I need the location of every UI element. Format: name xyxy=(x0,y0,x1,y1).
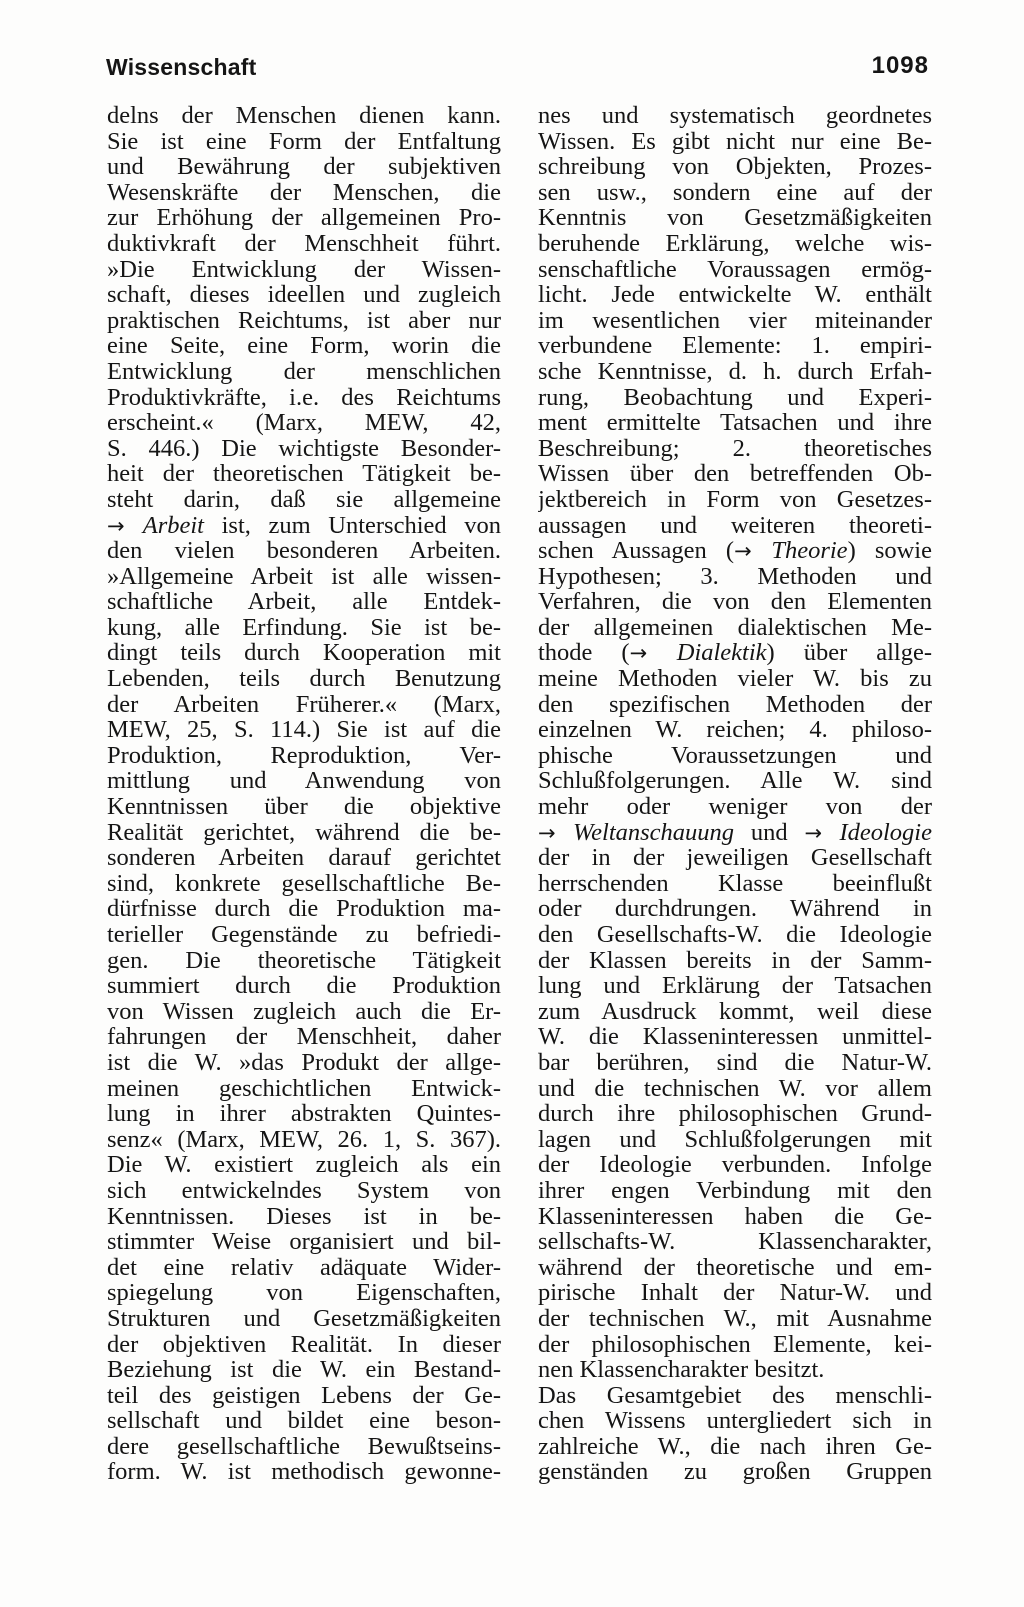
right-text-column xyxy=(538,103,932,1485)
text-segment: lung und Erklärung der Tatsachen xyxy=(538,973,932,999)
text-line xyxy=(107,1434,501,1460)
text-segment: lagen und Schlußfolgerungen mit xyxy=(538,1126,932,1153)
text-segment: licht. Jede entwickelte W. enthält xyxy=(538,282,932,308)
text-line xyxy=(107,1101,501,1127)
text-segment: dürfnisse durch die Produktion ma- xyxy=(107,896,501,922)
text-segment: im wesentlichen vier miteinander xyxy=(538,307,932,334)
text-line xyxy=(107,871,501,897)
text-line xyxy=(538,103,932,129)
text-line xyxy=(107,1280,501,1306)
text-line xyxy=(107,1229,501,1255)
cross-reference: Theorie xyxy=(771,538,848,564)
text-segment: teil des geistigen Lebens der Ge- xyxy=(107,1382,501,1409)
text-segment: schen Aussagen ( xyxy=(538,538,735,564)
text-line xyxy=(538,333,932,359)
text-line xyxy=(107,538,501,564)
text-segment: ) über allge- xyxy=(766,640,932,667)
text-segment: zur Erhöhung der allgemeinen Pro- xyxy=(107,205,501,231)
text-line xyxy=(538,385,932,411)
text-line xyxy=(538,717,932,743)
text-segment: genständen zu großen Gruppen xyxy=(538,1459,932,1486)
arrow-icon: → xyxy=(734,539,772,564)
text-line xyxy=(107,1076,501,1102)
text-segment: Verfahren, die von den Elementen xyxy=(538,589,932,615)
text-line xyxy=(538,1383,932,1409)
text-segment: Das Gesamtgebiet des menschli- xyxy=(538,1382,932,1409)
text-line xyxy=(107,743,501,769)
text-segment: spiegelung von Eigenschaften, xyxy=(107,1280,501,1306)
text-line xyxy=(538,1101,932,1127)
text-segment: sonderen Arbeiten darauf gerichtet xyxy=(107,845,501,871)
text-line xyxy=(538,1127,932,1153)
text-segment: sich entwickelndes System von xyxy=(107,1177,501,1204)
text-line xyxy=(107,1024,501,1050)
text-segment: sellschafts-W. Klassencharakter, xyxy=(538,1229,932,1255)
cross-reference: Dialektik xyxy=(676,640,767,667)
text-segment: durch ihre philosophischen Grund- xyxy=(538,1101,932,1127)
text-segment: dere gesellschaftliche Bewußtseins- xyxy=(107,1433,501,1460)
text-line xyxy=(538,1434,932,1460)
text-line xyxy=(538,922,932,948)
text-line xyxy=(107,333,501,359)
text-segment: eine Seite, eine Form, worin die xyxy=(107,333,501,359)
text-segment: der objektiven Realität. In dieser xyxy=(107,1331,501,1358)
text-segment: form. W. ist methodisch gewonne- xyxy=(107,1459,501,1486)
text-line xyxy=(538,487,932,513)
text-segment: nen Klassencharakter besitzt. xyxy=(538,1357,825,1383)
text-line xyxy=(107,666,501,692)
text-segment: Wesenskräfte der Menschen, die xyxy=(107,179,501,206)
text-segment: beruhende Erklärung, welche wis- xyxy=(538,230,932,257)
text-segment: »Allgemeine Arbeit ist alle wissen- xyxy=(107,563,501,590)
text-line xyxy=(107,589,501,615)
text-segment: der Arbeiten Früherer.« (Marx, xyxy=(107,691,501,718)
text-segment: Produktion, Reproduktion, Ver- xyxy=(107,742,501,769)
text-line xyxy=(538,640,932,666)
text-line xyxy=(538,871,932,897)
text-segment: lung in ihrer abstrakten Quintes- xyxy=(107,1101,501,1127)
text-segment: sche Kenntnisse, d. h. durch Erfah- xyxy=(538,358,932,385)
text-line xyxy=(538,1229,932,1255)
text-segment: praktischen Reichtums, ist aber nur xyxy=(107,307,501,334)
text-line xyxy=(107,1127,501,1153)
text-segment: der Ideologie verbunden. Infolge xyxy=(538,1152,932,1178)
text-line xyxy=(107,257,501,283)
text-segment: jektbereich in Form von Gesetzes- xyxy=(538,486,932,513)
text-segment: der technischen W., mit Ausnahme xyxy=(538,1305,932,1332)
text-segment: Klasseninteressen haben die Ge- xyxy=(538,1203,932,1230)
text-segment: sellschaft und bildet eine beson- xyxy=(107,1408,501,1434)
text-line xyxy=(107,487,501,513)
left-text-column xyxy=(107,103,501,1485)
text-segment: Kenntnissen über die objektive xyxy=(107,794,501,820)
text-line xyxy=(538,999,932,1025)
text-segment: ment ermittelte Tatsachen und ihre xyxy=(538,410,932,436)
text-line xyxy=(107,1383,501,1409)
text-line xyxy=(538,1204,932,1230)
text-line xyxy=(538,205,932,231)
text-segment: chen Wissens untergliedert sich in xyxy=(538,1408,932,1434)
text-segment: Entwicklung der menschlichen xyxy=(107,358,501,385)
text-line xyxy=(538,589,932,615)
running-head: Wissenschaft xyxy=(106,54,257,80)
text-segment: Wissen. Es gibt nicht nur eine Be- xyxy=(538,128,932,155)
text-segment: den spezifischen Methoden der xyxy=(538,691,932,718)
text-line xyxy=(538,154,932,180)
text-segment: senz« (Marx, MEW, 26. 1, S. 367). xyxy=(107,1126,501,1153)
text-line xyxy=(538,282,932,308)
text-line xyxy=(107,1408,501,1434)
text-segment: den vielen besonderen Arbeiten. xyxy=(107,538,501,564)
text-segment: der philosophischen Elemente, kei- xyxy=(538,1331,932,1358)
text-line xyxy=(107,1357,501,1383)
text-line xyxy=(538,1357,932,1383)
text-line xyxy=(107,1178,501,1204)
text-line xyxy=(107,205,501,231)
text-line xyxy=(538,1332,932,1358)
text-line xyxy=(107,1255,501,1281)
text-segment: einzelnen W. reichen; 4. philoso- xyxy=(538,717,932,743)
text-segment: von Wissen zugleich auch die Er- xyxy=(107,998,501,1025)
text-line xyxy=(107,1050,501,1076)
text-line xyxy=(107,231,501,257)
text-segment: Hypothesen; 3. Methoden und xyxy=(538,563,932,590)
arrow-icon: → xyxy=(107,513,143,538)
text-segment: sind, konkrete gesellschaftliche Be- xyxy=(107,870,501,897)
text-line xyxy=(538,410,932,436)
text-segment: Kenntnis von Gesetzmäßigkeiten xyxy=(538,205,932,231)
text-line xyxy=(538,1306,932,1332)
text-line xyxy=(538,794,932,820)
text-line xyxy=(107,973,501,999)
text-line xyxy=(107,436,501,462)
text-line xyxy=(107,1306,501,1332)
text-line xyxy=(107,845,501,871)
text-line xyxy=(538,461,932,487)
arrow-icon: → xyxy=(629,641,677,666)
text-segment: der allgemeinen dialektischen Me- xyxy=(538,614,932,641)
text-line xyxy=(107,154,501,180)
text-segment: duktivkraft der Menschheit führt. xyxy=(107,230,501,257)
text-segment: verbundene Elemente: 1. empiri- xyxy=(538,333,932,359)
text-line xyxy=(538,845,932,871)
text-segment: pirische Inhalt der Natur-W. und xyxy=(538,1280,932,1306)
text-segment: phische Voraussetzungen und xyxy=(538,742,932,769)
text-segment: bar berühren, sind die Natur-W. xyxy=(538,1049,932,1076)
text-segment: W. die Klasseninteressen unmittel- xyxy=(538,1024,932,1050)
text-segment: nes und systematisch geordnetes xyxy=(538,103,932,129)
text-line xyxy=(538,1152,932,1178)
text-line xyxy=(538,1408,932,1434)
text-line xyxy=(107,282,501,308)
text-segment: erscheint.« (Marx, MEW, 42, xyxy=(107,410,501,436)
text-segment: zum Ausdruck kommt, weil diese xyxy=(538,998,932,1025)
text-line xyxy=(107,308,501,334)
text-segment: und xyxy=(734,819,805,846)
text-segment: fahrungen der Menschheit, daher xyxy=(107,1024,501,1050)
text-line xyxy=(107,1459,501,1485)
text-segment: Schlußfolgerungen. Alle W. sind xyxy=(538,768,932,795)
text-line xyxy=(538,257,932,283)
text-segment: Produktivkräfte, i.e. des Reichtums xyxy=(107,384,501,411)
text-segment: und Bewährung der subjektiven xyxy=(107,154,501,180)
text-segment: Beschreibung; 2. theoretisches xyxy=(538,435,932,462)
text-segment: gen. Die theoretische Tätigkeit xyxy=(107,947,501,974)
text-line xyxy=(107,359,501,385)
text-line xyxy=(107,513,501,539)
text-segment: und die technischen W. vor allem xyxy=(538,1075,932,1102)
text-segment: schaft, dieses ideellen und zugleich xyxy=(107,282,501,308)
text-segment: zahlreiche W., die nach ihren Ge- xyxy=(538,1433,932,1460)
text-line xyxy=(107,896,501,922)
text-line xyxy=(107,410,501,436)
text-segment: heit der theoretischen Tätigkeit be- xyxy=(107,461,501,487)
text-segment: der in der jeweiligen Gesellschaft xyxy=(538,845,932,871)
text-segment: ) sowie xyxy=(847,538,932,564)
text-line xyxy=(538,359,932,385)
text-segment: herrschenden Klasse beeinflußt xyxy=(538,870,932,897)
text-segment: den Gesellschafts-W. die Ideologie xyxy=(538,922,932,948)
cross-reference: Arbeit xyxy=(142,512,204,539)
text-segment: kung, alle Erfindung. Sie ist be- xyxy=(107,614,501,641)
text-line xyxy=(538,180,932,206)
text-line xyxy=(538,231,932,257)
text-line xyxy=(107,385,501,411)
text-segment: senschaftliche Voraussagen ermög- xyxy=(538,256,932,283)
text-segment: delns der Menschen dienen kann. xyxy=(107,103,501,129)
text-segment: Kenntnissen. Dieses ist in be- xyxy=(107,1203,501,1230)
text-segment: Die W. existiert zugleich als ein xyxy=(107,1152,501,1178)
text-segment: Realität gerichtet, während die be- xyxy=(107,819,501,846)
text-segment: der Klassen bereits in der Samm- xyxy=(538,947,932,974)
text-segment: mittlung und Anwendung von xyxy=(107,768,501,795)
cross-reference: Weltanschauung xyxy=(572,819,735,846)
text-line xyxy=(107,717,501,743)
text-line xyxy=(538,564,932,590)
text-line xyxy=(538,436,932,462)
text-segment: aussagen und weiteren theoreti- xyxy=(538,512,932,539)
text-line xyxy=(107,615,501,641)
text-segment: mehr oder weniger von der xyxy=(538,794,932,820)
text-line xyxy=(538,1459,932,1485)
text-line xyxy=(538,1024,932,1050)
text-segment: dingt teils durch Kooperation mit xyxy=(107,640,501,667)
text-segment: summiert durch die Produktion xyxy=(107,973,501,999)
text-line xyxy=(538,1255,932,1281)
text-line xyxy=(107,948,501,974)
text-segment: Beziehung ist die W. ein Bestand- xyxy=(107,1357,501,1383)
text-line xyxy=(107,103,501,129)
text-line xyxy=(538,820,932,846)
text-segment: MEW, 25, S. 114.) Sie ist auf die xyxy=(107,717,501,743)
text-line xyxy=(538,129,932,155)
text-line xyxy=(107,564,501,590)
text-segment: Wissen über den betreffenden Ob- xyxy=(538,461,932,487)
text-line xyxy=(107,820,501,846)
text-segment: schaftliche Arbeit, alle Entdek- xyxy=(107,589,501,615)
text-line xyxy=(107,461,501,487)
arrow-icon: → xyxy=(804,820,840,845)
text-segment: während der theoretische und em- xyxy=(538,1254,932,1281)
text-segment: rung, Beobachtung und Experi- xyxy=(538,384,932,411)
text-line xyxy=(107,692,501,718)
text-segment: schreibung von Objekten, Prozes- xyxy=(538,154,932,180)
text-line xyxy=(107,1332,501,1358)
text-segment: ist, zum Unterschied von xyxy=(204,512,501,539)
text-line xyxy=(538,1050,932,1076)
text-line xyxy=(538,1178,932,1204)
text-segment: steht darin, daß sie allgemeine xyxy=(107,486,501,513)
text-segment: »Die Entwicklung der Wissen- xyxy=(107,256,501,283)
page-number: 1098 xyxy=(871,52,929,79)
text-line xyxy=(538,1280,932,1306)
text-segment: sen usw., sondern eine auf der xyxy=(538,179,932,206)
text-line xyxy=(538,308,932,334)
text-segment: ihrer engen Verbindung mit den xyxy=(538,1177,932,1204)
text-line xyxy=(107,1204,501,1230)
text-line xyxy=(538,768,932,794)
text-line xyxy=(538,896,932,922)
text-segment: Strukturen und Gesetzmäßigkeiten xyxy=(107,1305,501,1332)
page-header xyxy=(106,54,929,94)
text-line xyxy=(538,615,932,641)
text-segment: S. 446.) Die wichtigste Besonder- xyxy=(107,435,501,462)
text-line xyxy=(107,640,501,666)
arrow-icon: → xyxy=(538,820,573,845)
text-segment: Sie ist eine Form der Entfaltung xyxy=(107,128,501,155)
text-line xyxy=(107,768,501,794)
text-line xyxy=(107,1152,501,1178)
text-line xyxy=(538,1076,932,1102)
text-line xyxy=(538,538,932,564)
text-segment: terieller Gegenstände zu befriedi- xyxy=(107,922,501,948)
text-line xyxy=(538,743,932,769)
text-segment: oder durchdrungen. Während in xyxy=(538,896,932,922)
text-segment: thode ( xyxy=(538,640,630,667)
text-segment: meine Methoden vieler W. bis zu xyxy=(538,666,932,692)
text-segment: det eine relativ adäquate Wider- xyxy=(107,1254,501,1281)
text-line xyxy=(107,129,501,155)
text-segment: meinen geschichtlichen Entwick- xyxy=(107,1075,501,1102)
text-line xyxy=(538,666,932,692)
text-line xyxy=(538,692,932,718)
text-segment: stimmter Weise organisiert und bil- xyxy=(107,1229,501,1255)
text-line xyxy=(107,922,501,948)
text-segment: ist die W. »das Produkt der allge- xyxy=(107,1049,501,1076)
text-line xyxy=(538,973,932,999)
text-line xyxy=(538,513,932,539)
text-line xyxy=(107,180,501,206)
text-line xyxy=(107,794,501,820)
cross-reference: Ideologie xyxy=(839,819,932,846)
text-line xyxy=(107,999,501,1025)
text-segment: Lebenden, teils durch Benutzung xyxy=(107,666,501,692)
text-line xyxy=(538,948,932,974)
